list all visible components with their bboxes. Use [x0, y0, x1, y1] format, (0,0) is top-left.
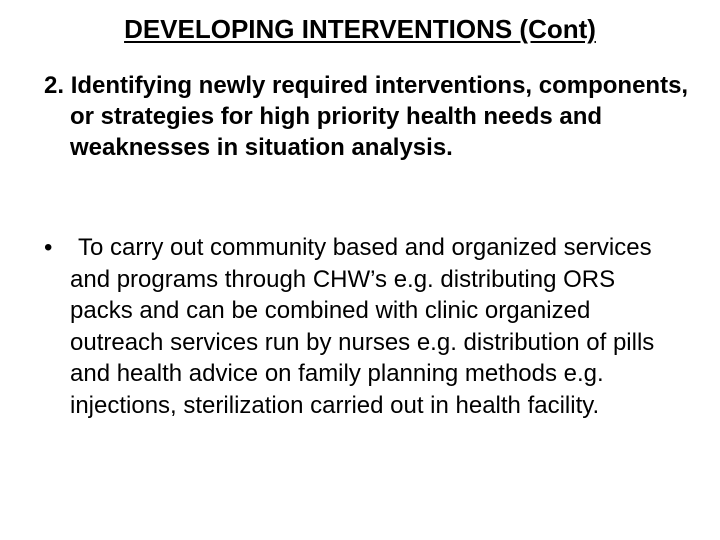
slide-title	[0, 12, 720, 46]
bullet-marker: •	[44, 234, 53, 261]
point-number: 2.	[44, 72, 65, 99]
bullet-text-content: To carry out community based and organized services and programs through CHW’s e.g. distributing ORS packs and can be combined with clinic organized outreach services run by nurses e.g. distribution of pills and health advice on family planning methods e.g. injections, sterilization carried out in health facility.	[70, 234, 655, 419]
slide-title-text: DEVELOPING INTERVENTIONS (Cont)	[124, 14, 596, 44]
numbered-point	[44, 70, 710, 163]
bullet-item	[44, 232, 684, 421]
bullet-text	[70, 232, 684, 421]
point-text: Identifying newly required interventions, components, or strategies for high priority health needs and weaknesses in situation analysis.	[70, 72, 689, 161]
